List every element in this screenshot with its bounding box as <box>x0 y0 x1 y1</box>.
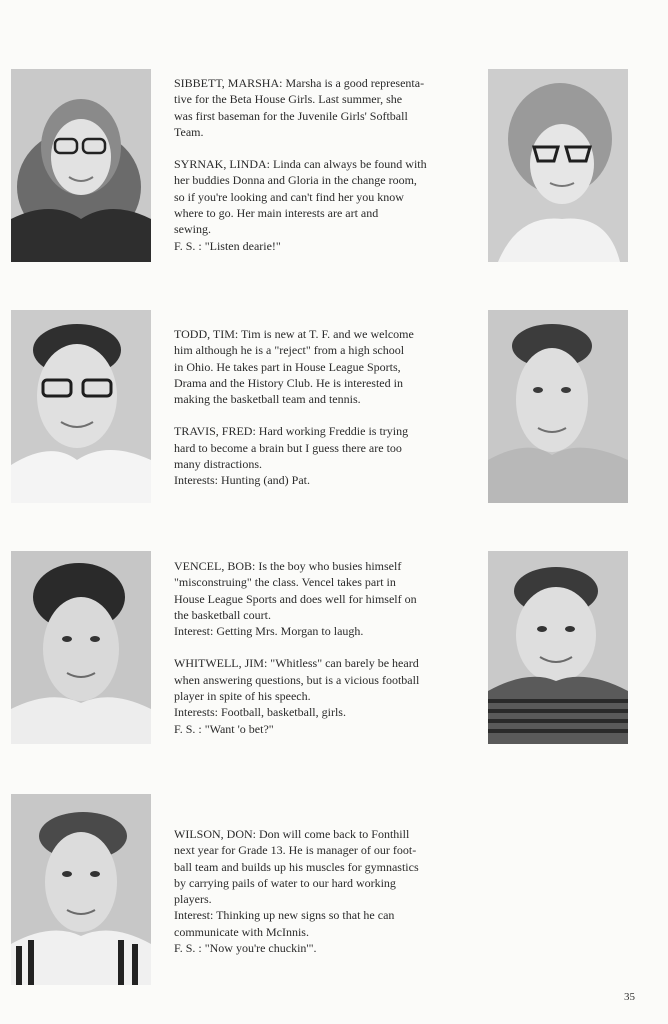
entry-whitwell-jim: WHITWELL, JIM: "Whitless" can barely be heard when answering questions, but is a vicious football player in spite of his speech. Interests: Football, basketball, girls. F. S. : "Want 'o bet?" <box>174 656 420 736</box>
entry-block-row-4 <box>174 826 470 956</box>
portrait-photo-sibbett <box>11 69 151 262</box>
portrait-photo-syrnak <box>488 69 628 262</box>
entry-travis-fred: TRAVIS, FRED: Hard working Freddie is trying hard to become a brain but I guess there are too many distractions. Interests: Hunting (and) Pat. <box>174 424 409 488</box>
page-number: 35 <box>624 991 635 1003</box>
portrait-photo-wilson <box>11 794 151 985</box>
portrait-photo-todd <box>11 310 151 503</box>
entry-block-row-1 <box>174 75 470 254</box>
entry-block-row-2 <box>174 326 470 489</box>
entry-wilson-don: WILSON, DON: Don will come back to Fonthill next year for Grade 13. He is manager of our foot- ball team and builds up his muscles for gymnastics by carrying pails of water to our hard working players. Interest: Thinking up new signs so that he can communicate with McInnis. F. S. : "Now you're chuckin'". <box>174 827 419 956</box>
entry-vencel-bob: VENCEL, BOB: Is the boy who busies himself "misconstruing" the class. Vencel takes part in House League Sports and does well for himself on the basketball court. Interest: Getting Mrs. Morgan to laugh. <box>174 559 417 639</box>
portrait-photo-travis <box>488 310 628 503</box>
entry-todd-tim: TODD, TIM: Tim is new at T. F. and we welcome him although he is a "reject" from a high school in Ohio. He takes part in House League Sports, Drama and the History Club. He is interested in making the basketball team and tennis. <box>174 327 414 407</box>
entry-sibbett-marsha: SIBBETT, MARSHA: Marsha is a good representa- tive for the Beta House Girls. Last summer, she was first baseman for the Juvenile Girls' Softball Team. <box>174 76 425 139</box>
portrait-photo-vencel <box>11 551 151 744</box>
entry-block-row-3 <box>174 558 470 737</box>
entry-syrnak-linda: SYRNAK, LINDA: Linda can always be found with her buddies Donna and Gloria in the change room, so if you're looking and can't find her you know where to go. Her main interests are art and sewing. F. S. : "Listen dearie!" <box>174 157 427 253</box>
portrait-photo-whitwell <box>488 551 628 744</box>
